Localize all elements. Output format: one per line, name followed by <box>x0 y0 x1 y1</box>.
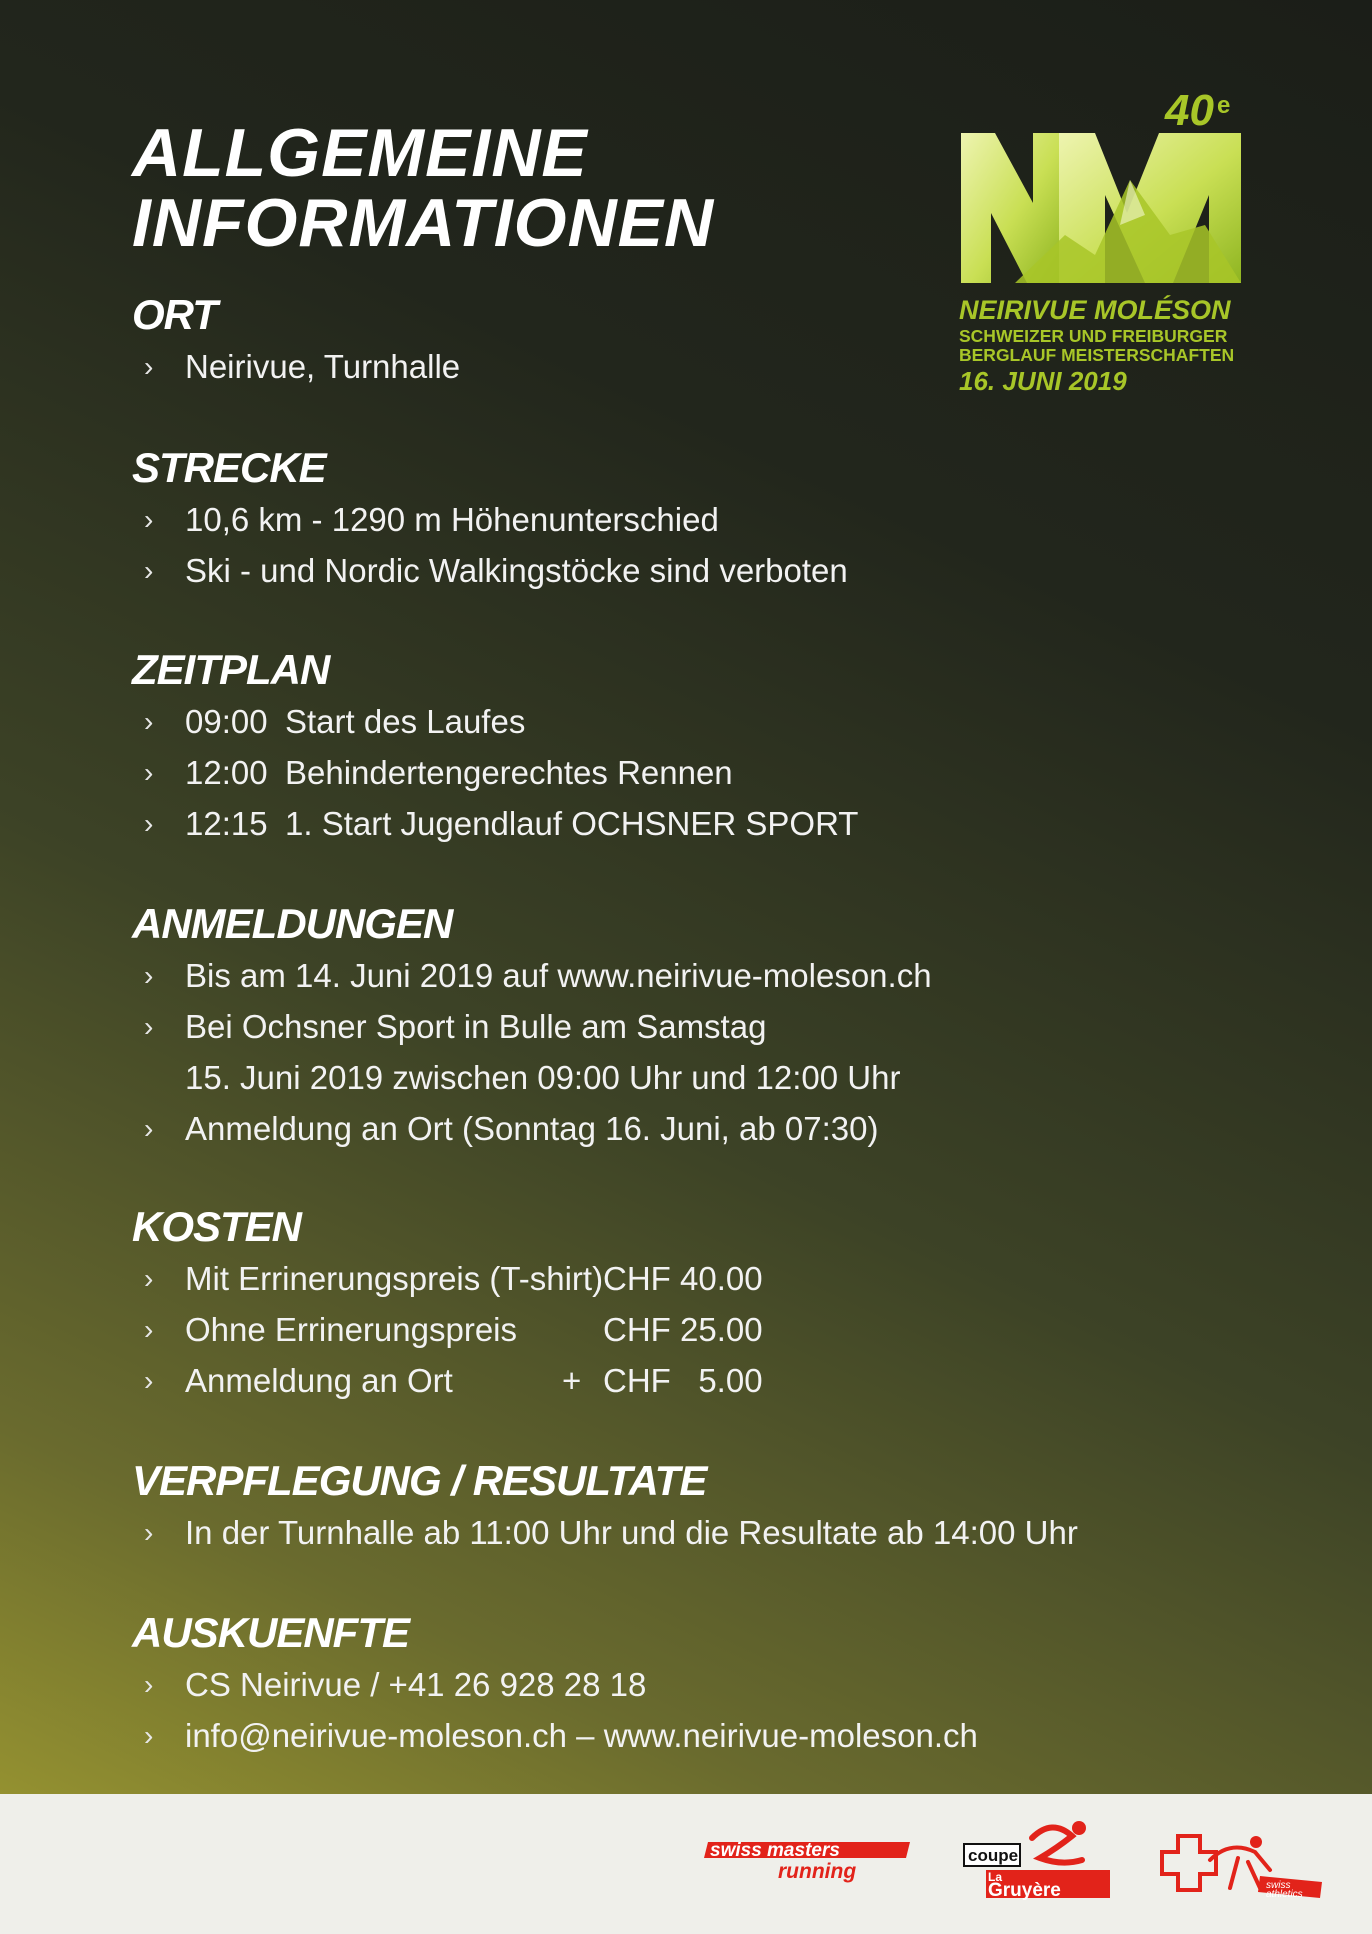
bullet-icon: › <box>144 555 154 586</box>
bullet-icon: › <box>144 706 154 737</box>
list-item-continuation <box>132 1052 1092 1103</box>
schedule-event: 1. Start Jugendlauf OCHSNER SPORT <box>285 805 859 842</box>
schedule-row <box>132 798 1092 849</box>
bullet-icon: › <box>144 351 154 382</box>
price-label: Mit Errinerungspreis (T-shirt) <box>185 1260 604 1297</box>
contact-phone: CS Neirivue / +41 26 928 28 18 <box>185 1666 647 1703</box>
bullet-icon: › <box>144 1011 154 1042</box>
title-line-2: INFORMATIONEN <box>132 185 715 261</box>
logo-event-name: NEIRIVUE MOLÉSON <box>959 295 1231 325</box>
item-text: Bis am 14. Juni 2019 auf www.neirivue-moleson.ch <box>185 957 932 994</box>
price-value: CHF 5.00 <box>603 1362 763 1399</box>
item-text: 15. Juni 2019 zwischen 09:00 Uhr und 12:00 Uhr <box>185 1059 901 1096</box>
bullet-icon: › <box>144 808 154 839</box>
item-text: Bei Ochsner Sport in Bulle am Samstag <box>185 1008 767 1045</box>
sponsor-footer <box>0 1794 1372 1934</box>
logo-anniversary-suffix: e <box>1217 92 1231 119</box>
price-row <box>132 1355 1092 1406</box>
schedule-event: Behindertengerechtes Rennen <box>285 754 733 791</box>
price-value: CHF 40.00 <box>603 1260 763 1297</box>
athlete-head-icon <box>1250 1836 1262 1848</box>
section-heading: KOSTEN <box>132 1203 302 1250</box>
swiss-cross-icon <box>1162 1836 1216 1890</box>
logo-date: 16. JUNI 2019 <box>959 366 1127 396</box>
price-value: CHF 25.00 <box>603 1311 763 1348</box>
swiss-athletics-logo <box>1160 1830 1330 1900</box>
logo-anniversary-badge: 40 <box>1165 86 1214 135</box>
schedule-event: Start des Laufes <box>285 703 526 740</box>
title-line-1: ALLGEMEINE <box>132 115 588 191</box>
section-heading: AUSKUENFTE <box>132 1609 410 1656</box>
logo-text: La <box>988 1870 1003 1884</box>
bullet-icon: › <box>144 960 154 991</box>
item-text: Ski - und Nordic Walkingstöcke sind verboten <box>185 552 848 589</box>
item-text: Neirivue, Turnhalle <box>185 348 461 385</box>
section-heading: ORT <box>132 291 217 338</box>
logo-text: swiss <box>1266 1880 1291 1891</box>
bullet-icon: › <box>144 1113 154 1144</box>
schedule-time: 12:15 <box>185 805 268 842</box>
section-strecke <box>132 442 1092 596</box>
bullet-icon: › <box>144 1314 154 1345</box>
schedule-time: 09:00 <box>185 703 268 740</box>
schedule-row <box>132 747 1092 798</box>
section-heading: VERPFLEGUNG / RESULTATE <box>132 1457 707 1504</box>
section-anmeldungen <box>132 898 1092 1154</box>
section-kosten <box>132 1201 1092 1406</box>
list-item <box>132 1507 1092 1558</box>
bullet-icon: › <box>144 1263 154 1294</box>
swiss-masters-running-logo <box>700 1836 915 1896</box>
list-item <box>132 1001 1092 1052</box>
contact-email-web: info@neirivue-moleson.ch – www.neirivue-moleson.ch <box>185 1717 978 1754</box>
list-item <box>132 950 1092 1001</box>
list-item <box>132 1710 1092 1761</box>
bullet-icon: › <box>144 504 154 535</box>
price-plus: + <box>562 1362 582 1399</box>
section-verpflegung <box>132 1455 1092 1558</box>
item-text: Anmeldung an Ort (Sonntag 16. Juni, ab 07:30) <box>185 1110 879 1147</box>
list-item <box>132 545 1092 596</box>
list-item <box>132 341 1092 392</box>
section-auskuenfte <box>132 1607 1092 1761</box>
bullet-icon: › <box>144 757 154 788</box>
logo-text: swiss masters <box>710 1840 840 1861</box>
logo-text: Gruyère <box>988 1880 1061 1901</box>
schedule-time: 12:00 <box>185 754 268 791</box>
schedule-row <box>132 696 1092 747</box>
logo-text: running <box>778 1860 857 1883</box>
section-ort <box>132 289 1092 392</box>
price-label: Ohne Errinerungspreis <box>185 1311 517 1348</box>
list-item <box>132 1103 1092 1154</box>
price-label: Anmeldung an Ort <box>185 1362 453 1399</box>
list-item <box>132 494 1092 545</box>
logo-text: coupe <box>968 1846 1019 1865</box>
page-title <box>132 115 715 261</box>
bullet-icon: › <box>144 1720 154 1751</box>
coupe-la-gruyere-logo <box>962 1818 1122 1908</box>
logo-text: athletics <box>1266 1889 1303 1900</box>
list-item <box>132 1659 1092 1710</box>
bullet-icon: › <box>144 1365 154 1396</box>
price-row <box>132 1253 1092 1304</box>
section-heading: STRECKE <box>132 444 326 491</box>
price-row <box>132 1304 1092 1355</box>
logo-subtitle-2: BERGLAUF MEISTERSCHAFTEN <box>959 345 1235 365</box>
section-heading: ZEITPLAN <box>132 646 330 693</box>
item-text: 10,6 km - 1290 m Höhenunterschied <box>185 501 719 538</box>
logo-subtitle-1: SCHWEIZER UND FREIBURGER <box>959 326 1228 346</box>
bullet-icon: › <box>144 1669 154 1700</box>
item-text: In der Turnhalle ab 11:00 Uhr und die Resultate ab 14:00 Uhr <box>185 1514 1078 1551</box>
section-heading: ANMELDUNGEN <box>132 900 453 947</box>
bullet-icon: › <box>144 1517 154 1548</box>
runner-head-icon <box>1072 1821 1086 1835</box>
section-zeitplan <box>132 644 1092 849</box>
